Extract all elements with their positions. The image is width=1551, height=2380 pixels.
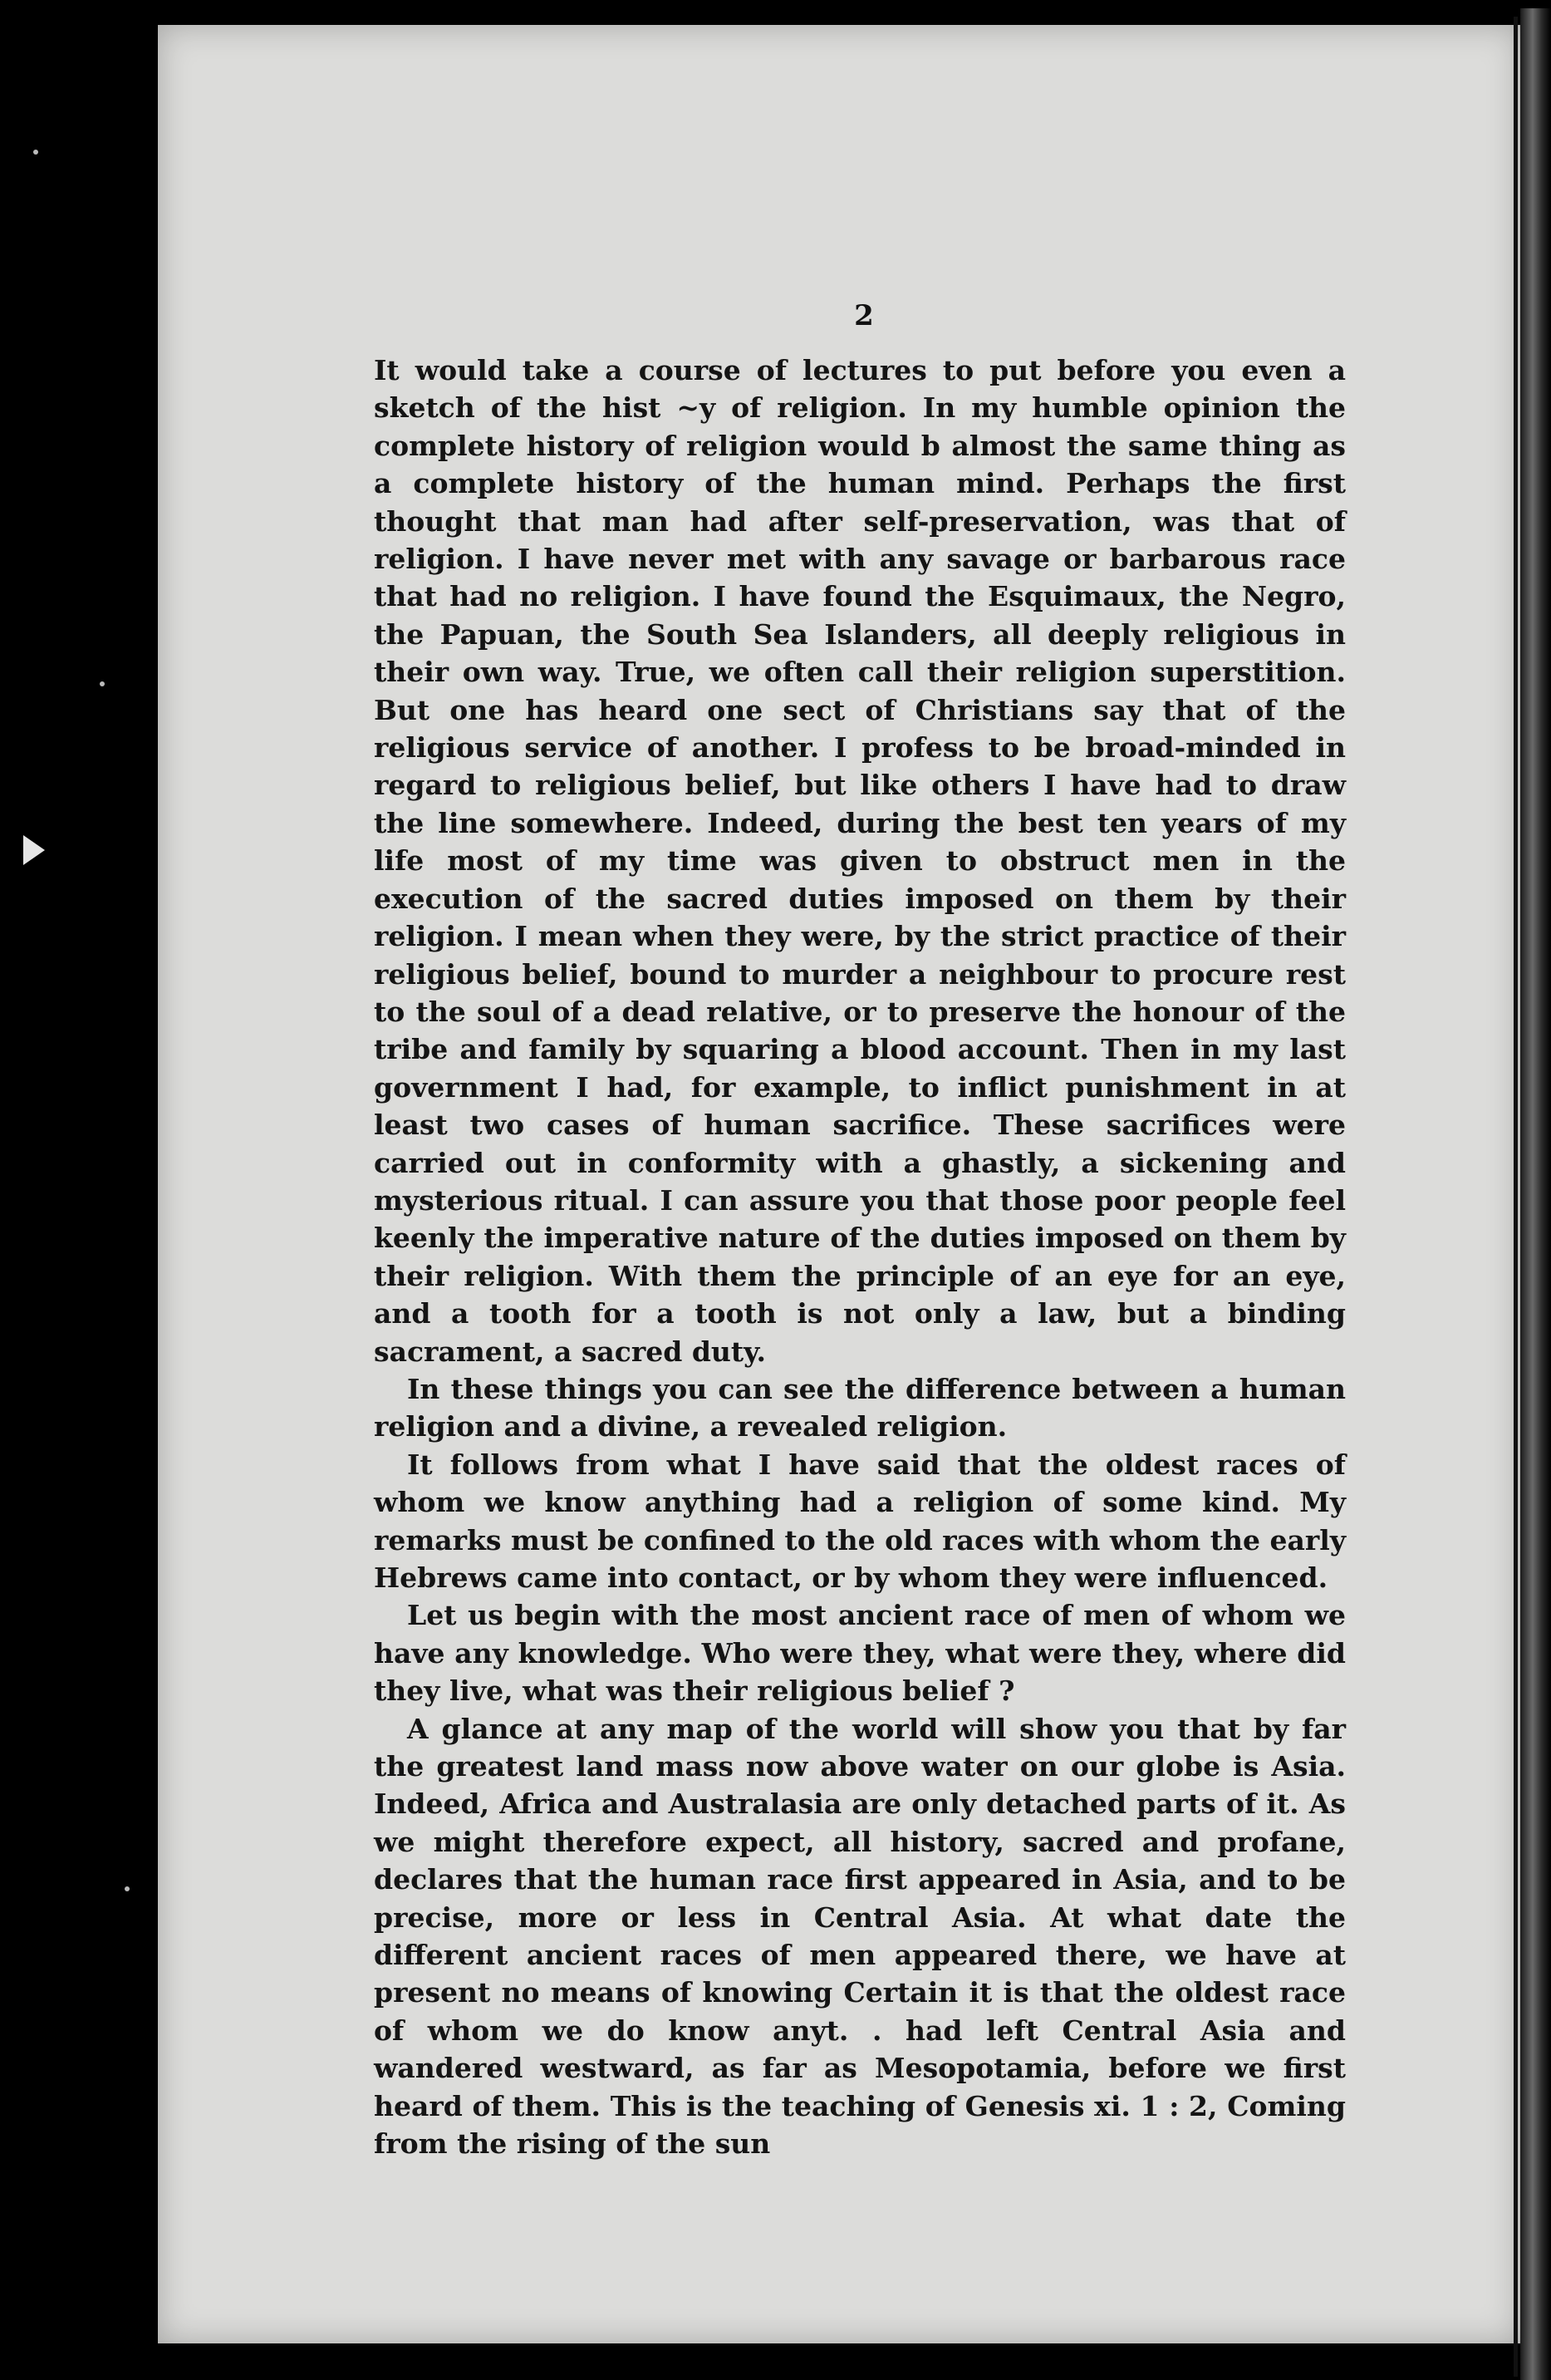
margin-speck <box>100 681 105 686</box>
page-edge-line <box>1514 17 1518 2377</box>
paragraph: A glance at any map of the world will show you that by far the greatest land mass now above water on our globe is Asia. Indeed, Africa and Australasia are only detached parts of it. As we might therefore expect, all history, sacred and profane, declares that the human race first appeared in Asia, and to be precise, more or less in Central Asia. At what date the different ancient races of men appeared there, we have at present no means of knowing Certain it is that the oldest race of whom we do know anyt. . had left Central Asia and wandered westward, as far as Mesopotamia, before we first heard of them. This is the teaching of Genesis xi. 1 : 2, Coming from the rising of the sun <box>374 1712 1346 2161</box>
paragraph: It would take a course of lectures to put before you even a sketch of the hist ~y of religion. In my humble opinion the complete history of religion would b almost the same thing as a complete history of the human mind. Perhaps the first thought that man had after self-preservation, was that of religion. I have never met with any savage or barbarous race that had no religion. I have found the Esquimaux, the Negro, the Papuan, the South Sea Islanders, all deeply religious in their own way. True, we often call their religion superstition. But one has heard one sect of Christians say that of the religious service of another. I profess to be broad-minded in regard to religious belief, but like others I have had to draw the line somewhere. Indeed, during the best ten years of my life most of my time was given to obstruct men in the execution of the sacred duties imposed on them by their religion. I mean when they were, by the strict practice of their religious belief, bound to murder a neighbour to procure rest to the soul of a dead relative, or to preserve the honour of the tribe and family by squaring a blood account. Then in my last government I had, for example, to inflict punishment in at least two cases of human sacrifice. These sacrifices were carried out in conformity with a ghastly, a sickening and mysterious ritual. I can assure you that those poor people feel keenly the imperative nature of the duties imposed on them by their religion. With them the principle of an eye for an eye, and a tooth for a tooth is not only a law, but a binding sacrament, a sacred duty. <box>374 354 1346 1368</box>
body-text <box>374 352 1346 2163</box>
page-binding-edge <box>1520 8 1551 2380</box>
paragraph: In these things you can see the difference between a human religion and a divine, a revealed religion. <box>374 1372 1346 1443</box>
margin-speck <box>33 150 38 155</box>
paragraph: Let us begin with the most ancient race of men of whom we have any knowledge. Who were they, what were they, where did they live, what was their religious belief ? <box>374 1599 1346 1708</box>
page-number: 2 <box>854 299 874 332</box>
margin-arrow-icon <box>23 835 45 865</box>
paragraph: It follows from what I have said that the oldest races of whom we know anything had a religion of some kind. My remarks must be confined to the old races with whom the early Hebrews came into contact, or by whom they were influenced. <box>374 1448 1346 1594</box>
margin-speck <box>125 1886 130 1891</box>
